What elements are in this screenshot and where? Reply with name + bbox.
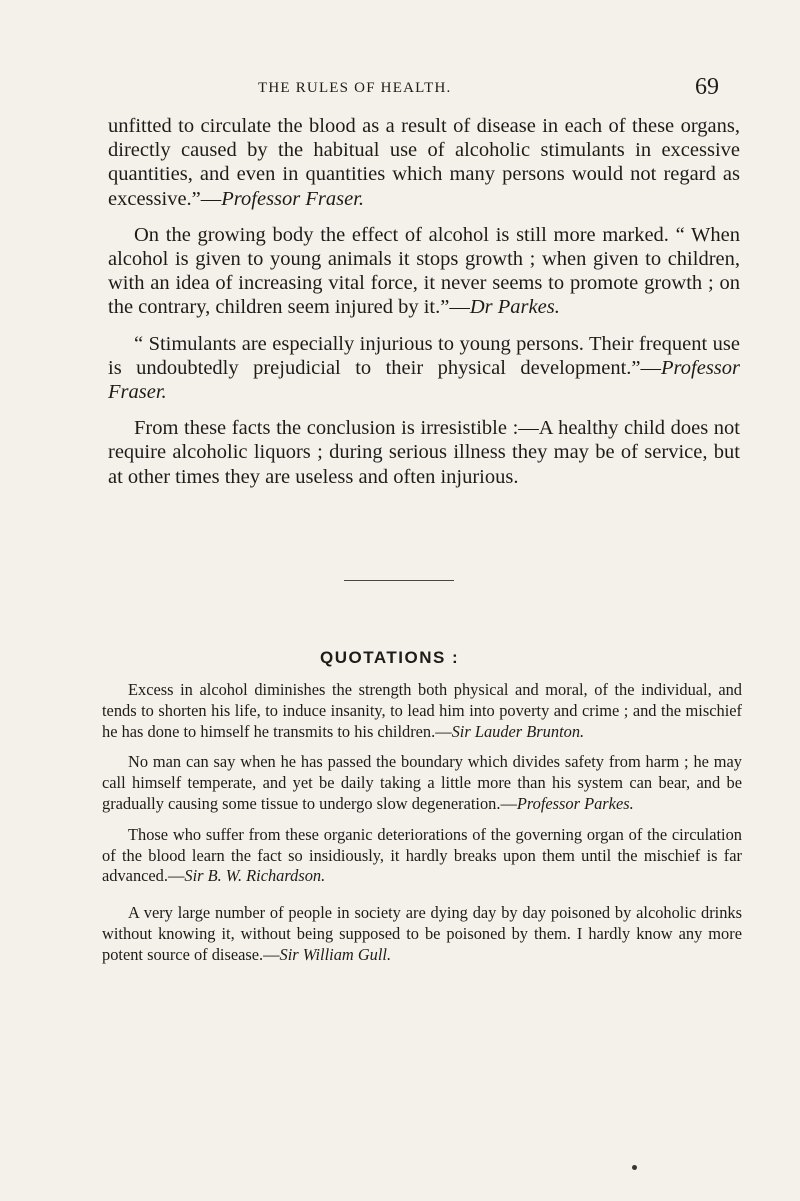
quotation-text: Those who suffer from these organic deteriorations of the governing organ of the circulation of the blood learn the fact so insidiously, it hardly breaks upon them until the mischief is far advanced.—: [102, 824, 742, 886]
quotation-text: A very large number of people in society are dying day by day poisoned by alcoholic drinks without knowing it, without being supposed to be poisoned by them. I hardly know any more potent source of disease.—: [102, 903, 742, 964]
attribution: Dr Parkes.: [469, 296, 560, 319]
ink-speck: [632, 1165, 637, 1170]
attribution: Professor Fraser.: [221, 187, 365, 210]
quotation-item: [102, 680, 742, 742]
paragraph-conclusion: [108, 416, 740, 489]
paragraph-text: From these facts the conclusion is irresistible :—A healthy child does not require alcoholic liquors ; during serious illness they may be of service, but at other times they are useless and often injurious.: [108, 417, 740, 488]
quotation-item: [102, 825, 742, 887]
quotation-item: [102, 903, 742, 965]
quotations-list: [102, 680, 742, 976]
quotation-text: Excess in alcohol diminishes the strength both physical and moral, of the individual, and tends to shorten his life, to induce insanity, to lead him into poverty and crime ; and the mischief he has done to himself he transmits to his children.—: [102, 680, 742, 741]
quotations-heading: QUOTATIONS :: [320, 648, 460, 667]
paragraph-text: unfitted to circulate the blood as a result of disease in each of these organs, directly caused by the habitual use of alcoholic stimulants in excessive quantities, and even in quantities which many persons would not regard as excessive.”—: [108, 115, 740, 210]
quotation-attribution: Sir William Gull.: [279, 944, 392, 964]
paragraph-growth: [108, 223, 740, 320]
quotation-item: [102, 752, 742, 814]
paragraph-stimulants: [108, 332, 740, 405]
paragraph-continuation: [108, 114, 740, 211]
quotation-attribution: Sir Lauder Brunton.: [451, 721, 585, 741]
main-text: [108, 114, 740, 501]
running-head: [0, 74, 800, 106]
quotation-attribution: Professor Parkes.: [516, 793, 634, 813]
quotation-attribution: Sir B. W. Richardson.: [184, 866, 326, 886]
running-title: THE RULES OF HEALTH.: [258, 80, 452, 96]
page-number: 69: [695, 74, 719, 100]
paragraph-text: “ Stimulants are especially injurious to young persons. Their frequent use is undoubtedly prejudicial to their physical development.”—: [108, 332, 740, 379]
attribution: Professor Fraser.: [108, 356, 740, 404]
quotation-text: No man can say when he has passed the boundary which divides safety from harm ; he may call himself temperate, and yet be daily taking a little more than his system can bear, and be gradually causing some tissue to undergo slow degeneration.—: [102, 752, 742, 813]
paragraph-text: On the growing body the effect of alcohol is still more marked. “ When alcohol is given to young animals it stops growth ; when given to children, with an idea of increasing vital force, it never seems to promote growth ; on the contrary, children seem injured by it.”—: [108, 223, 740, 319]
section-divider: [344, 580, 454, 581]
